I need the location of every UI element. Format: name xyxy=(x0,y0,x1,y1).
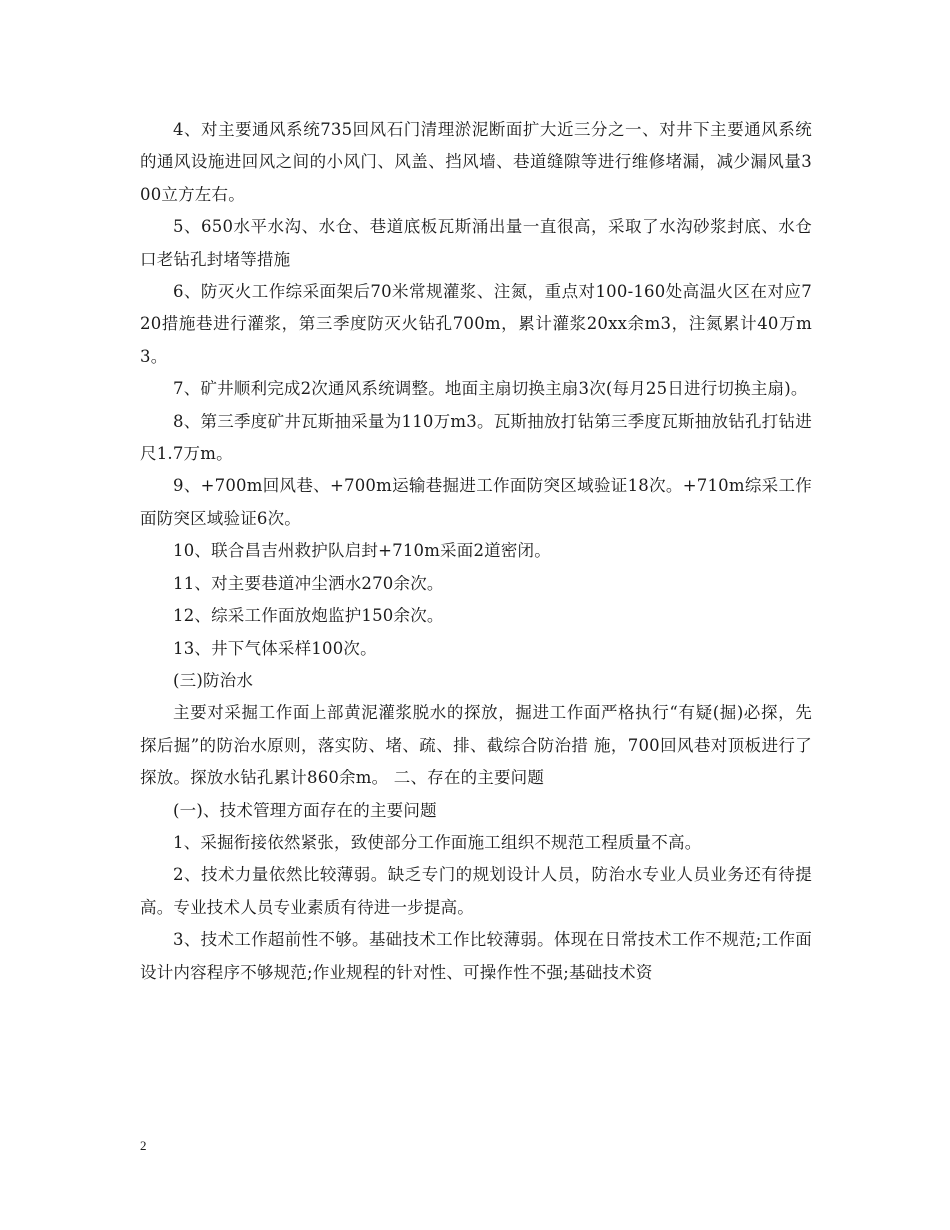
section-heading-water-control: (三)防治水 xyxy=(173,670,254,690)
paragraph-water-control: 主要对采掘工作面上部黄泥灌浆脱水的探放，掘进工作面严格执行“有疑(掘)必探，先探后掘”的防治水原则，落实防、堵、疏、排、截综合防治措 施，700回风巷对顶板进行了探放。探放水钻孔累计860余m。 二、存在的主要问题 xyxy=(140,703,812,788)
issue-item-2: 2、技术力量依然比较薄弱。缺乏专门的规划设计人员，防治水专业人员业务还有待提高。专业技术人员专业素质有待进一步提高。 xyxy=(140,865,812,917)
paragraph-item-8: 8、第三季度矿井瓦斯抽采量为110万m3。瓦斯抽放打钻第三季度瓦斯抽放钻孔打钻进尺1.7万m。 xyxy=(140,411,812,464)
issue-item-1: 1、采掘衔接依然紧张，致使部分工作面施工组织不规范工程质量不高。 xyxy=(173,832,702,852)
paragraph-item-6: 6、防灭火工作综采面架后70米常规灌浆、注氮，重点对100-160处高温火区在对应720措施巷进行灌浆，第三季度防灭火钻孔700m，累计灌浆20xx余m3，注氮累计40万m3。 xyxy=(140,282,812,366)
issue-item-3: 3、技术工作超前性不够。基础技术工作比较薄弱。体现在日常技术工作不规范;工作面设计内容程序不够规范;作业规程的针对性、可操作性不强;基础技术资 xyxy=(140,930,812,982)
paragraph-item-7: 7、矿井顺利完成2次通风系统调整。地面主扇切换主扇3次(每月25日进行切换主扇)。 xyxy=(173,379,808,399)
paragraph-item-4: 4、对主要通风系统735回风石门清理淤泥断面扩大近三分之一、对井下主要通风系统的通风设施进回风之间的小风门、风盖、挡风墙、巷道缝隙等进行维修堵漏，减少漏风量300立方左右。 xyxy=(140,120,812,204)
document-body xyxy=(140,114,812,989)
paragraph-item-13: 13、井下气体采样100次。 xyxy=(173,638,377,658)
page-number: 2 xyxy=(140,1138,147,1153)
paragraph-item-9: 9、+700m回风巷、+700m运输巷掘进工作面防突区域验证18次。+710m综采工作面防突区域验证6次。 xyxy=(140,476,812,528)
paragraph-item-11: 11、对主要巷道冲尘洒水270余次。 xyxy=(173,573,444,593)
paragraph-item-5: 5、650水平水沟、水仓、巷道底板瓦斯涌出量一直很高，采取了水沟砂浆封底、水仓口老钻孔封堵等措施 xyxy=(140,217,812,269)
paragraph-item-10: 10、联合昌吉州救护队启封+710m采面2道密闭。 xyxy=(173,541,551,561)
section-heading-technical-issues: (一)、技术管理方面存在的主要问题 xyxy=(173,800,437,820)
paragraph-item-12: 12、综采工作面放炮监护150余次。 xyxy=(173,606,444,626)
